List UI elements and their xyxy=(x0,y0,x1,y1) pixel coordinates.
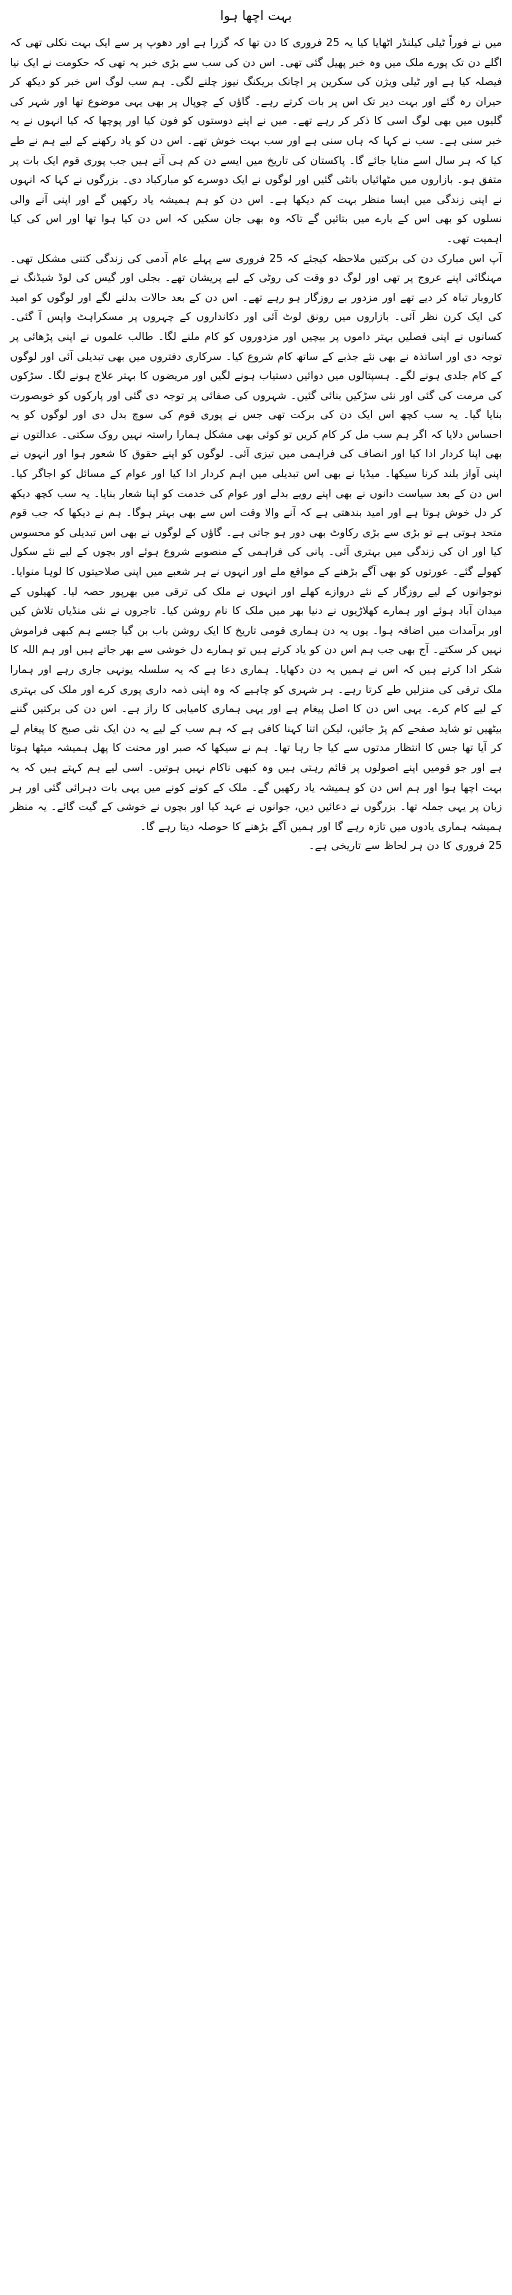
article-title: بہت اچھا ہوا xyxy=(220,9,292,24)
article-paragraph: میں نے فوراً ٹیلی کیلنڈر اٹھایا کیا یہ 25 فروری کا دن تھا کہ گزرا ہے اور دھوپ پر سے ایک بہت نکلی تھی کہ اگلے دن تک پورے ملک میں وہ خبر پھیل گئی تھی۔ اس دن کی سب سے بڑی خبر یہ تھی کہ حکومت نے ایک نیا فیصلہ کیا ہے اور ٹیلی ویژن کی سکرین پر اچانک بریکنگ نیوز چلنے لگی۔ ہم سب لوگ اس خبر کو دیکھ کر حیران رہ گئے اور بہت دیر تک اس پر بات کرتے رہے۔ گاؤں کے چوپال پر بھی یہی موضوع تھا اور شہر کی گلیوں میں بھی لوگ اسی کا ذکر کر رہے تھے۔ میں نے اپنے دوستوں کو فون کیا اور پوچھا کہ کیا انہوں نے یہ خبر سنی ہے۔ سب نے کہا کہ ہاں سنی ہے اور سب بہت خوش تھے۔ اس دن کو یاد رکھنے کے لیے ہم نے طے کیا کہ ہر سال اسے منایا جائے گا۔ پاکستان کی تاریخ میں ایسے دن کم ہی آتے ہیں جب پوری قوم ایک بات پر متفق ہو۔ بازاروں میں مٹھائیاں بانٹی گئیں اور لوگوں نے ایک دوسرے کو مبارکباد دی۔ بزرگوں نے کہا کہ انہوں نے اپنی زندگی میں ایسا منظر بہت کم دیکھا ہے۔ اس دن کو ہم ہمیشہ یاد رکھیں گے اور اپنی آنے والی نسلوں کو بھی اس کے بارے میں بتائیں گے تاکہ وہ بھی جان سکیں کہ اس دن کیا ہوا تھا اور اس کی کیا اہمیت تھی۔ xyxy=(10,37,502,245)
article-body xyxy=(10,34,502,857)
article-closing-line: 25 فروری کا دن ہر لحاظ سے تاریخی ہے۔ xyxy=(308,840,502,853)
article-paragraph: آپ اس مبارک دن کی برکتیں ملاحظہ کیجئے کہ 25 فروری سے پہلے عام آدمی کی زندگی کتنی مشکل تھی۔ مہنگائی اپنے عروج پر تھی اور لوگ دو وقت کی روٹی کے لیے پریشان تھے۔ بجلی اور گیس کی لوڈ شیڈنگ نے کاروبار تباہ کر دیے تھے اور مزدور بے روزگار ہو رہے تھے۔ اس دن کے بعد حالات بدلنے لگے اور لوگوں کو امید کی ایک کرن نظر آئی۔ بازاروں میں رونق لوٹ آئی اور دکانداروں کے چہروں پر مسکراہٹ واپس آ گئی۔ کسانوں نے اپنی فصلیں بہتر داموں پر بیچیں اور مزدوروں کو کام ملنے لگا۔ طالب علموں نے اپنی پڑھائی پر توجہ دی اور اساتذہ نے بھی نئے جذبے کے ساتھ کام شروع کیا۔ سرکاری دفتروں میں بھی تبدیلی آئی اور لوگوں کے کام جلدی ہونے لگے۔ ہسپتالوں میں دوائیں دستیاب ہونے لگیں اور مریضوں کا بہتر علاج ہونے لگا۔ سڑکوں کی مرمت کی گئی اور نئی سڑکیں بنائی گئیں۔ شہروں کی صفائی پر توجہ دی گئی اور پارکوں کو خوبصورت بنایا گیا۔ یہ سب کچھ اس ایک دن کی برکت تھی جس نے پوری قوم کی سوچ بدل دی اور لوگوں کو یہ احساس دلایا کہ اگر ہم سب مل کر کام کریں تو کوئی بھی مشکل ہمارا راستہ نہیں روک سکتی۔ عدالتوں نے بھی اپنا کردار ادا کیا اور انصاف کی فراہمی میں تیزی آئی۔ لوگوں کو اپنے حقوق کا شعور ہوا اور انہوں نے اپنی آواز بلند کرنا سیکھا۔ میڈیا نے بھی اس تبدیلی میں اہم کردار ادا کیا اور عوام کے مسائل کو اجاگر کیا۔ اس دن کے بعد سیاست دانوں نے بھی اپنے رویے بدلے اور عوام کی خدمت کو اپنا شعار بنایا۔ یہ سب کچھ دیکھ کر دل خوش ہوتا ہے اور امید بندھتی ہے کہ آنے والا وقت اس سے بھی بہتر ہوگا۔ ہم نے دیکھا کہ جب قوم متحد ہوتی ہے تو بڑی سے بڑی رکاوٹ بھی دور ہو جاتی ہے۔ گاؤں کے لوگوں نے بھی اس تبدیلی کو محسوس کیا اور ان کی زندگی میں بہتری آئی۔ پانی کی فراہمی کے منصوبے شروع ہوئے اور بچوں کے لیے نئے سکول کھولے گئے۔ عورتوں کو بھی آگے بڑھنے کے مواقع ملے اور انہوں نے ہر شعبے میں اپنی صلاحیتوں کا لوہا منوایا۔ نوجوانوں کے لیے روزگار کے نئے دروازے کھلے اور انہوں نے ملک کی ترقی میں بھرپور حصہ لیا۔ کھیلوں کے میدان آباد ہوئے اور ہمارے کھلاڑیوں نے دنیا بھر میں ملک کا نام روشن کیا۔ تاجروں نے نئی منڈیاں تلاش کیں اور برآمدات میں اضافہ ہوا۔ یوں یہ دن ہماری قومی تاریخ کا ایک روشن باب بن گیا جسے ہم کبھی فراموش نہیں کر سکتے۔ آج بھی جب ہم اس دن کو یاد کرتے ہیں تو ہمارے دل خوشی سے بھر جاتے ہیں اور ہم اللہ کا شکر ادا کرتے ہیں کہ اس نے ہمیں یہ دن دکھایا۔ ہماری دعا ہے کہ یہ سلسلہ یونہی جاری رہے اور ہمارا ملک ترقی کی منزلیں طے کرتا رہے۔ ہر شہری کو چاہیے کہ وہ اپنی ذمہ داری پوری کرے اور ملک کی بہتری کے لیے کام کرے۔ یہی اس دن کا اصل پیغام ہے اور یہی ہماری کامیابی کا راز ہے۔ اس دن کی برکتیں گننے بیٹھیں تو شاید صفحے کم پڑ جائیں، لیکن اتنا کہنا کافی ہے کہ ہم سب کے لیے یہ دن ایک نئی صبح کا پیغام لے کر آیا تھا جس کا انتظار مدتوں سے کیا جا رہا تھا۔ ہم نے سیکھا کہ صبر اور محنت کا پھل ہمیشہ میٹھا ہوتا ہے اور جو قومیں اپنے اصولوں پر قائم رہتی ہیں وہ کبھی ناکام نہیں ہوتیں۔ اسی لیے ہم کہتے ہیں کہ یہ بہت اچھا ہوا اور ہم اس دن کو ہمیشہ یاد رکھیں گے۔ ملک کے کونے کونے میں یہی بات دہرائی گئی اور ہر زبان پر یہی جملہ تھا۔ بزرگوں نے دعائیں دیں، جوانوں نے عہد کیا اور بچوں نے خوشی کے گیت گائے۔ یہ منظر ہمیشہ ہماری یادوں میں تازہ رہے گا اور ہمیں آگے بڑھنے کا حوصلہ دیتا رہے گا۔ xyxy=(10,252,502,833)
